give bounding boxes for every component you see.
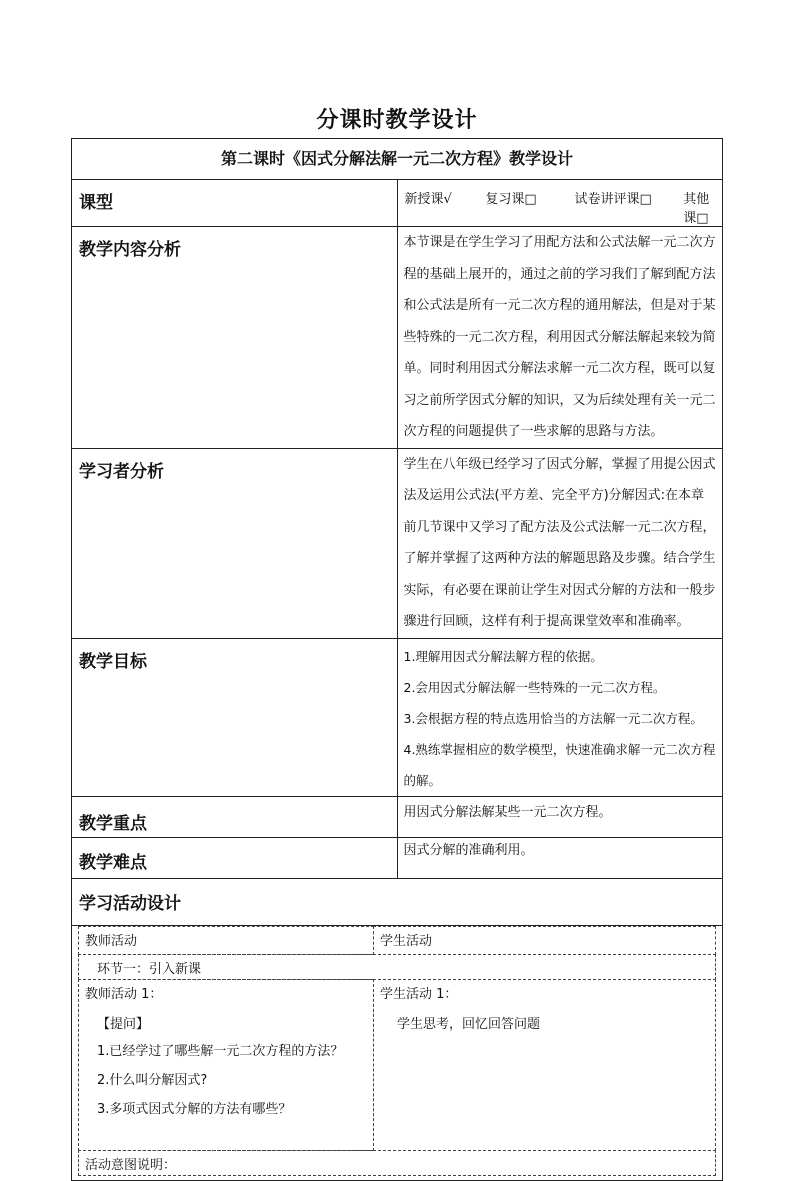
student-activity-header: 学生活动 <box>380 933 433 949</box>
lesson-type-review: 复习课□ <box>485 192 537 207</box>
student-activity-1-label: 学生活动 1： <box>380 986 458 1002</box>
objective-item: 3.会根据方程的特点选用恰当的方法解一元二次方程。 <box>403 710 703 726</box>
question-item: 2.什么叫分解因式? <box>97 1072 208 1088</box>
teacher-activity-1-box <box>78 979 374 1151</box>
question-tag: 【提问】 <box>97 1016 150 1032</box>
student-activity-1-box <box>373 979 716 1151</box>
content-analysis-label: 教学内容分析 <box>72 227 398 449</box>
activity-design-label: 学习活动设计 <box>72 878 723 925</box>
teacher-activity-header: 教师活动 <box>85 933 138 949</box>
objective-item: 2.会用因式分解法解一些特殊的一元二次方程。 <box>403 679 666 695</box>
objectives-list <box>397 638 723 796</box>
section-title: 环节一：引入新课 <box>97 961 202 977</box>
content-analysis-text: 本节课是在学生学习了用配方法和公式法解一元二次方程的基础上展开的，通过之前的学习我们了解到配方法和公式法是所有一元二次方程的通用解法，但是对于某些特殊的一元二次方程，利用因式分解法解起来较为简单。同时利用因式分解法求解一元二次方程，既可以复习之前所学因式分解的知识，又为后续处理有关一元二次方程的问题提供了一些求解的思路与方法。 <box>397 227 723 449</box>
key-points-text: 用因式分解法解某些一元二次方程。 <box>397 796 723 837</box>
objectives-label: 教学目标 <box>72 638 398 796</box>
difficulties-text: 因式分解的准确利用。 <box>397 837 723 878</box>
objective-item: 1.理解用因式分解法解方程的依据。 <box>403 648 603 664</box>
learner-analysis-label: 学习者分析 <box>72 448 398 638</box>
question-item: 3.多项式因式分解的方法有哪些？ <box>97 1101 292 1117</box>
student-activity-1-text: 学生思考，回忆回答问题 <box>397 1016 541 1032</box>
page-title: 分课时教学设计 <box>316 107 478 133</box>
key-points-label: 教学重点 <box>72 796 398 837</box>
learner-analysis-text: 学生在八年级已经学习了因式分解，掌握了用提公因式法及运用公式法(平方差、完全平方)分解因式:在本章前几节课中又学习了配方法及公式法解一元二次方程，了解并掌握了这两种方法的解题思路及步骤。结合学生实际，有必要在课前让学生对因式分解的方法和一般步骤进行回顾，这样有利于提高课堂效率和准确率。 <box>397 448 723 638</box>
objective-item: 4.熟练掌握相应的数学模型，快速准确求解一元二次方程的解。 <box>403 741 716 788</box>
intent-label: 活动意图说明： <box>85 1157 177 1173</box>
activity-design-area <box>72 925 723 1180</box>
lesson-type-other: 其他课□ <box>683 192 710 226</box>
lesson-type-new: 新授课√ <box>404 192 452 207</box>
lesson-design-table <box>71 138 723 1181</box>
question-item: 1.已经学过了哪些解一元二次方程的方法？ <box>97 1043 344 1059</box>
lesson-type-options <box>397 180 723 227</box>
lesson-type-exam-review: 试卷讲评课□ <box>574 192 652 207</box>
lesson-title: 第二课时《因式分解法解一元二次方程》教学设计 <box>72 139 723 180</box>
lesson-type-label: 课型 <box>72 180 398 227</box>
difficulties-label: 教学难点 <box>72 837 398 878</box>
teacher-activity-1-label: 教师活动 1： <box>85 986 163 1002</box>
